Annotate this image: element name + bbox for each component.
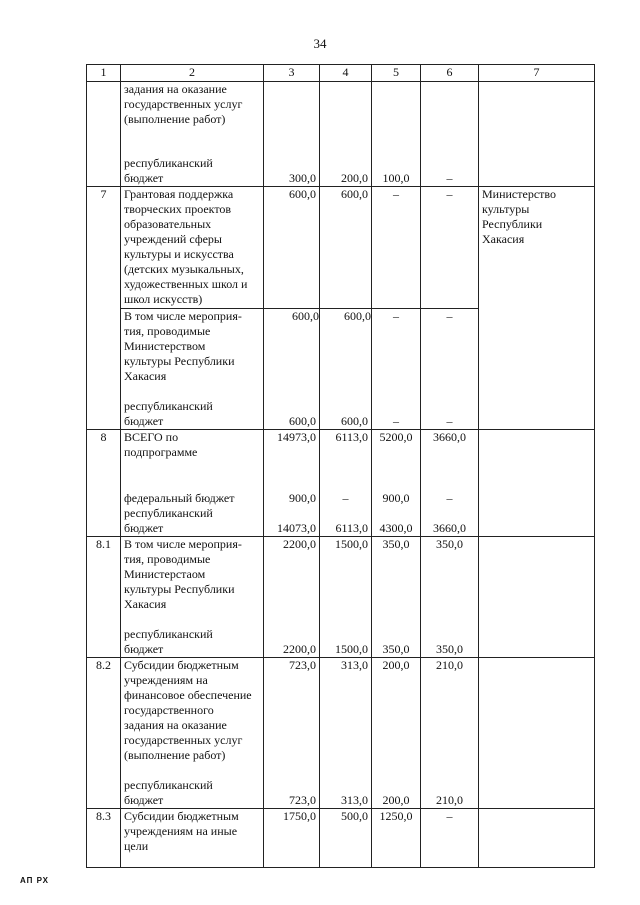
value-text: 2200,0 (283, 537, 316, 551)
value-text: – (393, 187, 399, 201)
value-block (323, 809, 368, 867)
description-line: бюджет (124, 642, 164, 656)
description-block (124, 778, 260, 808)
value-block (264, 308, 319, 399)
value-text: 1500,0 (335, 642, 368, 656)
value-text: – (446, 414, 453, 428)
description-line: учреждений сферы (124, 232, 222, 246)
description-line: культуры Республики (124, 582, 235, 596)
value-block (424, 537, 475, 627)
value-block (323, 399, 368, 429)
column-header: 4 (320, 65, 372, 82)
value-block (375, 778, 417, 808)
description-line: школ искусств) (124, 292, 203, 306)
description-line: Грантовая поддержка (124, 187, 234, 201)
description-block (124, 82, 260, 156)
description-lines (124, 778, 213, 808)
description-line: цели (124, 839, 149, 853)
description-lines (124, 627, 213, 657)
value-block (267, 809, 316, 867)
description-line: финансовое обеспечение (124, 688, 252, 702)
row-number: 8.3 (87, 809, 121, 868)
description-line: Хакасия (124, 597, 167, 611)
value-block (323, 537, 368, 627)
description-line: задания на оказание (124, 718, 227, 732)
executor-line: Республики (482, 217, 543, 231)
description-line: (выполнение работ) (124, 112, 226, 126)
value-block (267, 627, 316, 657)
table-row (87, 187, 595, 430)
description-line: учреждениям на иные (124, 824, 238, 838)
value-cell (421, 809, 479, 868)
description-lines (124, 491, 234, 506)
description-line: республиканский (124, 399, 213, 413)
row-description (121, 82, 264, 187)
description-line: (выполнение работ) (124, 748, 226, 762)
row-executor (479, 82, 595, 187)
row-number: 8.2 (87, 658, 121, 809)
executor-line: Хакасия (482, 232, 525, 246)
value-block (424, 399, 475, 429)
value-text: 210,0 (436, 793, 463, 807)
value-cell (372, 658, 421, 809)
value-block (424, 476, 475, 506)
description-block (124, 809, 260, 867)
value-text: 2200,0 (283, 642, 316, 656)
value-text: 600,0 (341, 414, 368, 428)
description-line: Министерством (124, 339, 206, 353)
value-cell (264, 82, 320, 187)
value-text: 350,0 (382, 642, 410, 656)
description-line: (детских музыкальных, (124, 262, 244, 276)
column-header: 6 (421, 65, 479, 82)
budget-table (86, 64, 595, 868)
value-cell (372, 430, 421, 537)
value-text: 350,0 (436, 642, 463, 656)
column-header: 1 (87, 65, 121, 82)
value-block (323, 627, 368, 657)
description-line: художественных школ и (124, 277, 248, 291)
description-block (124, 156, 260, 186)
description-lines (124, 156, 213, 186)
description-line: республиканский (124, 627, 213, 641)
value-cell (264, 187, 320, 430)
description-line: федеральный бюджет (124, 491, 235, 505)
value-cell (421, 658, 479, 809)
row-description (121, 658, 264, 809)
row-number: 8 (87, 430, 121, 537)
description-block (124, 187, 260, 308)
value-cell (421, 430, 479, 537)
header-row (87, 65, 595, 82)
value-text: – (393, 309, 399, 323)
row-number: 8.1 (87, 537, 121, 658)
value-text: 600,0 (292, 309, 319, 323)
value-block (424, 187, 475, 308)
column-header: 5 (372, 65, 421, 82)
value-block (323, 430, 368, 476)
value-text: 900,0 (289, 491, 316, 505)
value-block (267, 506, 316, 536)
description-line: бюджет (124, 521, 164, 535)
value-text: – (446, 809, 453, 823)
description-block (124, 430, 260, 476)
value-block (421, 308, 478, 399)
value-text: – (446, 491, 453, 505)
value-text: 3660,0 (433, 521, 466, 535)
description-line: В том числе мероприя- (124, 537, 242, 551)
description-line: государственных услуг (124, 733, 243, 747)
description-block (121, 308, 263, 399)
value-text: 1250,0 (379, 809, 413, 823)
page-number: 34 (313, 36, 327, 51)
column-header: 2 (121, 65, 264, 82)
description-line: творческих проектов (124, 202, 232, 216)
value-block (323, 658, 368, 778)
value-text: – (393, 414, 399, 428)
column-header: 3 (264, 65, 320, 82)
value-block (323, 82, 368, 156)
value-block (424, 658, 475, 778)
value-text: 200,0 (382, 658, 410, 672)
value-block (375, 506, 417, 536)
value-block (375, 82, 417, 156)
description-lines (124, 658, 260, 763)
value-block (424, 778, 475, 808)
description-line: ВСЕГО по (124, 430, 179, 444)
description-line: культуры Республики (124, 354, 235, 368)
value-text: 3660,0 (433, 430, 466, 444)
value-block (267, 658, 316, 778)
value-text: 600,0 (344, 309, 371, 323)
description-block (124, 537, 260, 627)
value-block (267, 187, 316, 308)
value-cell (372, 187, 421, 430)
value-cell (320, 430, 372, 537)
description-line: бюджет (124, 793, 164, 807)
table-row (87, 82, 595, 187)
value-text: 4300,0 (379, 521, 413, 535)
value-block (375, 399, 417, 429)
description-line: республиканский (124, 506, 213, 520)
value-cell (372, 537, 421, 658)
value-block (375, 537, 417, 627)
value-cell (264, 658, 320, 809)
value-block (375, 430, 417, 476)
value-text: – (446, 187, 453, 201)
value-text: 14073,0 (277, 521, 316, 535)
value-block (267, 430, 316, 476)
value-text: 200,0 (341, 171, 368, 185)
description-lines (124, 187, 260, 307)
executor-line: Министерство (482, 187, 556, 201)
value-text: 723,0 (289, 793, 316, 807)
value-block (375, 658, 417, 778)
value-text: 14973,0 (277, 430, 316, 444)
description-line: бюджет (124, 171, 164, 185)
value-text: 500,0 (341, 809, 368, 823)
value-text: 313,0 (341, 793, 368, 807)
value-text: 210,0 (436, 658, 463, 672)
description-line: учреждениям на (124, 673, 208, 687)
value-block (424, 82, 475, 156)
value-block (424, 156, 475, 186)
footer-mark: АП РХ (20, 876, 50, 885)
value-cell (372, 809, 421, 868)
description-lines (124, 309, 260, 384)
value-block (424, 506, 475, 536)
row-executor (479, 537, 595, 658)
row-description (121, 809, 264, 868)
value-text: 6113,0 (335, 521, 368, 535)
description-block (124, 627, 260, 657)
value-block (267, 399, 316, 429)
value-text: 1500,0 (335, 537, 368, 551)
value-block (375, 476, 417, 506)
row-description (121, 537, 264, 658)
description-line: Субсидии бюджетным (124, 658, 239, 672)
description-block (124, 658, 260, 778)
description-block (124, 399, 260, 429)
value-cell (320, 82, 372, 187)
description-line: республиканский (124, 778, 213, 792)
value-text: 350,0 (382, 537, 410, 551)
executor-line: культуры (482, 202, 530, 216)
value-block (372, 308, 420, 399)
value-text: – (446, 171, 453, 185)
description-lines (124, 399, 213, 429)
description-line: образовательных (124, 217, 212, 231)
value-block (323, 506, 368, 536)
description-line: Хакасия (124, 369, 167, 383)
value-block (267, 476, 316, 506)
description-line: Субсидии бюджетным (124, 809, 239, 823)
value-block (375, 809, 417, 867)
description-line: задания на оказание (124, 82, 227, 96)
column-header: 7 (479, 65, 595, 82)
value-text: 5200,0 (379, 430, 413, 444)
value-text: 900,0 (382, 491, 410, 505)
value-cell (264, 430, 320, 537)
value-text: 313,0 (341, 658, 368, 672)
value-cell (421, 537, 479, 658)
description-line: государственного (124, 703, 214, 717)
description-line: тия, проводимые (124, 552, 211, 566)
row-executor (479, 187, 595, 430)
value-block (323, 778, 368, 808)
value-block (375, 187, 417, 308)
value-block (267, 82, 316, 156)
description-lines (124, 506, 213, 536)
value-block (323, 156, 368, 186)
value-cell (264, 809, 320, 868)
value-text: – (342, 491, 349, 505)
description-line: бюджет (124, 414, 164, 428)
description-lines (124, 430, 260, 460)
value-block (267, 156, 316, 186)
value-block (267, 778, 316, 808)
value-block (375, 156, 417, 186)
description-line: В том числе мероприя- (124, 309, 242, 323)
value-block (424, 809, 475, 867)
value-block (267, 537, 316, 627)
value-cell (320, 658, 372, 809)
value-text: 6113,0 (335, 430, 368, 444)
table-row (87, 658, 595, 809)
description-line: культуры и искусства (124, 247, 234, 261)
value-cell (421, 187, 479, 430)
value-cell (320, 187, 372, 430)
value-text: 600,0 (289, 414, 316, 428)
value-block (375, 627, 417, 657)
value-block (424, 627, 475, 657)
value-text: 600,0 (341, 187, 368, 201)
table-row (87, 537, 595, 658)
value-block (323, 476, 368, 506)
description-line: подпрограмме (124, 445, 198, 459)
value-block (320, 308, 371, 399)
description-line: Министерстаом (124, 567, 206, 581)
row-executor (479, 809, 595, 868)
description-lines (124, 537, 260, 612)
value-cell (372, 82, 421, 187)
value-cell (320, 537, 372, 658)
value-text: 100,0 (382, 171, 410, 185)
value-cell (421, 82, 479, 187)
table-row (87, 809, 595, 868)
row-description (121, 187, 264, 430)
value-block (323, 187, 368, 308)
description-block (124, 506, 260, 536)
description-lines (124, 809, 260, 854)
row-number (87, 82, 121, 187)
description-line: тия, проводимые (124, 324, 211, 338)
value-text: 600,0 (289, 187, 316, 201)
row-number: 7 (87, 187, 121, 430)
table-row (87, 430, 595, 537)
value-cell (320, 809, 372, 868)
description-lines (124, 82, 260, 127)
value-text: 350,0 (436, 537, 463, 551)
description-block (124, 476, 260, 506)
value-text: – (446, 309, 453, 323)
value-block (424, 430, 475, 476)
value-text: 723,0 (289, 658, 316, 672)
description-line: государственных услуг (124, 97, 243, 111)
value-text: 300,0 (289, 171, 316, 185)
row-executor (479, 658, 595, 809)
value-text: 200,0 (382, 793, 410, 807)
value-text: 1750,0 (283, 809, 316, 823)
description-line: республиканский (124, 156, 213, 170)
row-description (121, 430, 264, 537)
row-executor (479, 430, 595, 537)
value-cell (264, 537, 320, 658)
